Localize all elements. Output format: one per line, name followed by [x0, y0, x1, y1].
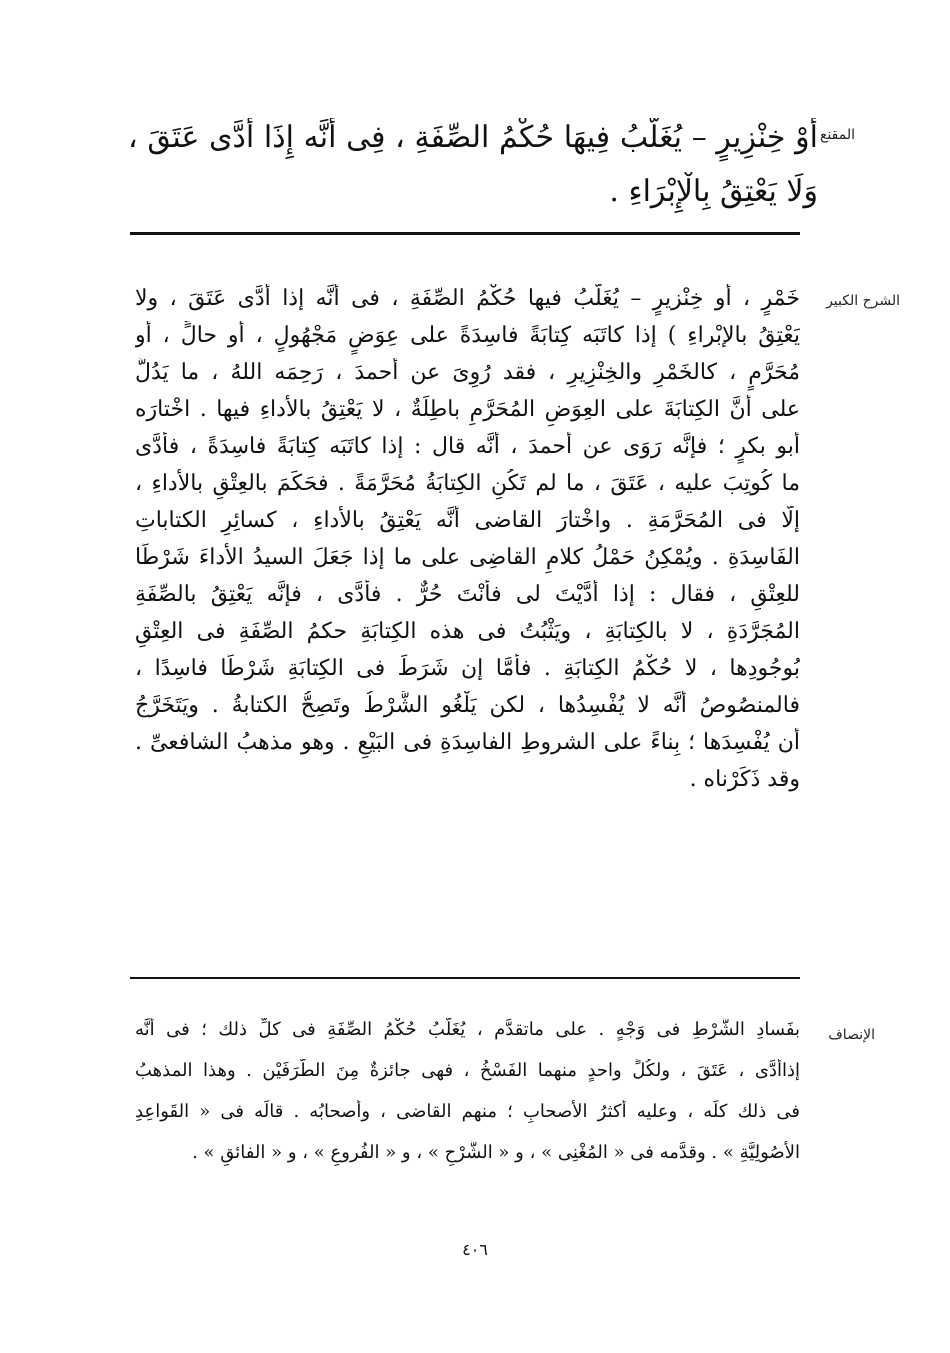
text-line: خَمْرٍ ، أو خِنْزيرٍ – يُغَلَّبُ فيها حُكْمُ الصِّفَةِ ، فى أنَّه إذا أدَّى عَتَقَ ، ولا: [135, 286, 800, 311]
text-line: فى ذلك كلِّه ، وعليه أكثرُ الأصحابِ ؛ منهم القاضى ، وأصحابُه . قالَه فى « القَواعِدِ: [135, 1101, 800, 1122]
text-line: الأُصُولِيَّةِ » . وقدَّمه فى « المُغْنِى » ، و « الشَّرْحِ » ، و « الفُروعِ » ، و « الفائقِ » .: [192, 1142, 800, 1163]
text-line: المُجَرَّدَةِ ، لا بالكِتابَةِ ، ويَثْبُتُ فى هذه الكِتابَةِ حكمُ الصِّفَةِ فى العِتْقِ: [135, 619, 800, 644]
text-line: إذاأدَّى ، عَتَقَ ، ولكُلٍّ واحدٍ منهما الفَسْخُ ، فهى جائزةٌ مِنَ الطَّرَفَيْن . وهذا المذهبُ: [135, 1060, 800, 1081]
text-line: على أنَّ الكِتابَةَ على العِوَضِ المُحَرَّمِ باطِلَةٌ ، لا يَعْتِقُ بالأداءِ فيها . اخْتارَه: [135, 397, 800, 422]
text-line: أبو بكرٍ ؛ فإنَّه رَوَى عن أحمدَ ، أنَّه قال : إذا كاتَبَه كِتابَةً فاسِدَةً ، فأدَّى: [135, 434, 800, 459]
text-line: يَعْتِقُ بالإبْراءِ ) إذا كاتَبَه كِتابَةً فاسِدَةً على عِوَضٍ مَجْهُولٍ ، أو حالٍّ ، أو: [135, 323, 800, 348]
section-divider: [130, 232, 800, 235]
text-line: بُوجُودِها ، لا حُكْمُ الكِتابَةِ . فأمَّا إن شَرَطَ فى الكِتابَةِ شَرْطًا فاسِدًا ،: [135, 656, 800, 681]
text-line: مُحَرَّمٍ ، كالخَمْرِ والخِنْزِيرِ ، فقد رُوِىَ عن أحمدَ ، رَحِمَه اللهُ ، ما يَدُلُّ: [135, 360, 800, 385]
text-line: للعِتْقِ ، فقال : إذا أدَّيْتَ لى فأنْتَ حُرٌّ . فأدَّى ، فإنَّه يَعْتِقُ بالصِّفَةِ: [135, 582, 800, 607]
text-line: أن يُفْسِدَها ؛ بِناءً على الشروطِ الفاسِدَةِ فى البَيْعِ . وهو مذهبُ الشافعىِّ .: [135, 730, 800, 755]
text-line: إلَّا فى المُحَرَّمَةِ . واخْتارَ القاضى أنَّه يَعْتِقُ بالأداءِ ، كسائِرِ الكتاباتِ: [135, 508, 800, 533]
text-line: بفَسادِ الشَّرْطِ فى وَجْهٍ . على ماتقدَّم ، يُغَلَّبُ حُكْمُ الصِّفَةِ فى كلِّ ذلك ؛ فى أنَّه: [135, 1019, 800, 1040]
section-label-muqni: المقنع: [819, 127, 855, 143]
section-divider: [130, 977, 800, 979]
text-line: فالمنصُوصُ أنَّه لا يُفْسِدُها ، لكن يَلْغُو الشَّرْطُ وتَصِحُّ الكتابةُ . ويَتَخَرَّجُ: [135, 693, 800, 718]
page-number: ٤٠٦: [462, 1240, 488, 1259]
text-line: أَوْ خِنْزِيرٍ – يُغَلَّبُ فِيهَا حُكْمُ الصِّفَةِ ، فِى أَنَّه إِذَا أَدَّى عَتَقَ ،: [128, 120, 818, 155]
section-label-insaf: الإنصاف: [828, 1027, 875, 1043]
text-line: وَلَا يَعْتِقُ بِالْإِبْرَاءِ .: [609, 174, 818, 209]
text-line: الفَاسِدَةِ . ويُمْكِنُ حَمْلُ كلامِ القاضِى على ما إذا جَعَلَ السيدُ الأداءَ شَرْطًا: [135, 545, 800, 570]
text-line: ما كُوتِبَ عليه ، عَتَقَ ، ما لم تَكُنِ الكِتابَةُ مُحَرَّمَةً . فحَكَمَ بالعِتْقِ بالأداءِ ،: [135, 471, 800, 496]
section-label-sharh-kabir: الشرح الكبير: [826, 293, 900, 309]
text-line: وقد ذَكَرْناه .: [689, 767, 800, 792]
